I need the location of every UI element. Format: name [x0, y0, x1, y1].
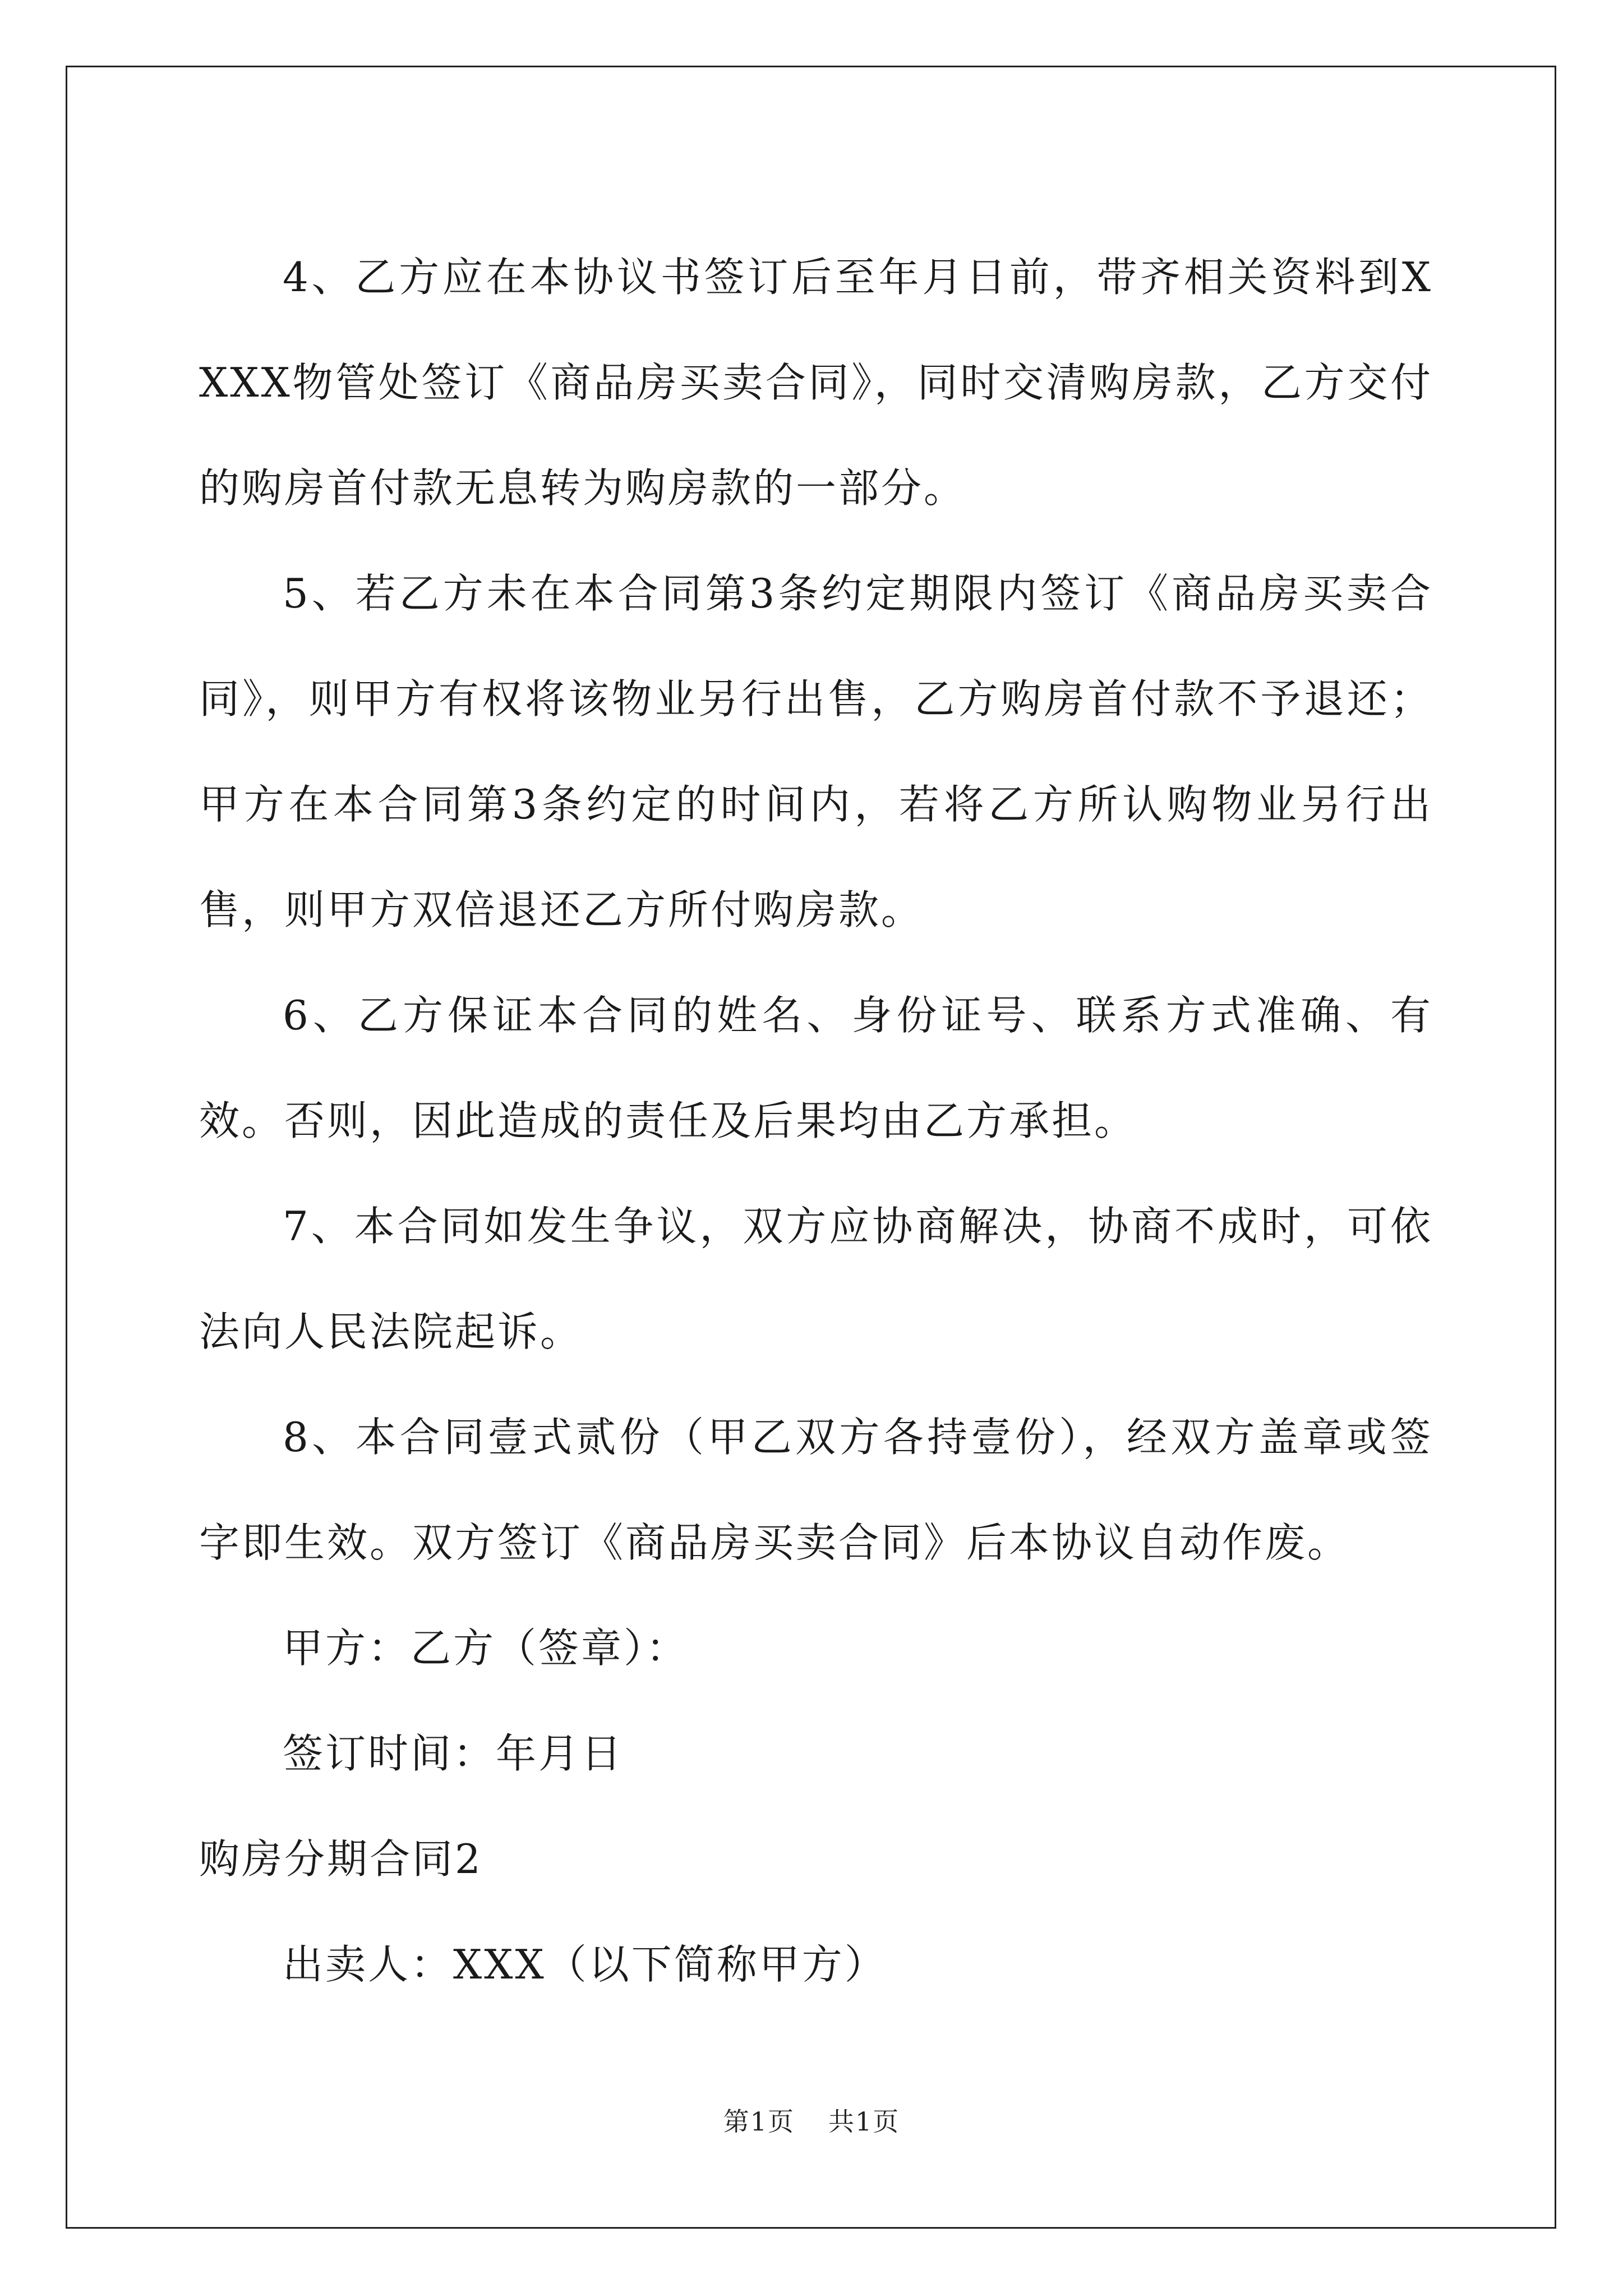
section-title: 购房分期合同2 [199, 1835, 483, 1883]
signing-date-line: 签订时间：年月日 [283, 1730, 624, 1777]
document-body [199, 224, 1433, 2017]
clause-6: 6、乙方保证本合同的姓名、身份证号、联系方式准确、有效。否则，因此造成的责任及后果均由乙方承担。 [199, 992, 1433, 1144]
page-total: 共1页 [828, 2106, 900, 2137]
clause-4: 4、乙方应在本协议书签订后至年月日前，带齐相关资料到XXXX物管处签订《商品房买卖合同》，同时交清购房款，乙方交付的购房首付款无息转为购房款的一部分。 [199, 254, 1433, 512]
seller-line: 出卖人：XXX（以下简称甲方） [283, 1941, 887, 1988]
clause-7: 7、本合同如发生争议，双方应协商解决，协商不成时，可依法向人民法院起诉。 [199, 1203, 1433, 1355]
clause-8: 8、本合同壹式贰份（甲乙双方各持壹份），经双方盖章或签字即生效。双方签订《商品房买卖合同》后本协议自动作废。 [199, 1414, 1433, 1566]
clause-5: 5、若乙方未在本合同第3条约定期限内签订《商品房买卖合同》，则甲方有权将该物业另行出售，乙方购房首付款不予退还；甲方在本合同第3条约定的时间内，若将乙方所认购物业另行出售，则甲方双倍退还乙方所付购房款。 [199, 570, 1433, 933]
page-footer [0, 2101, 1623, 2138]
signature-line: 甲方：乙方（签章）： [283, 1625, 689, 1672]
page-number: 第1页 [723, 2106, 795, 2137]
